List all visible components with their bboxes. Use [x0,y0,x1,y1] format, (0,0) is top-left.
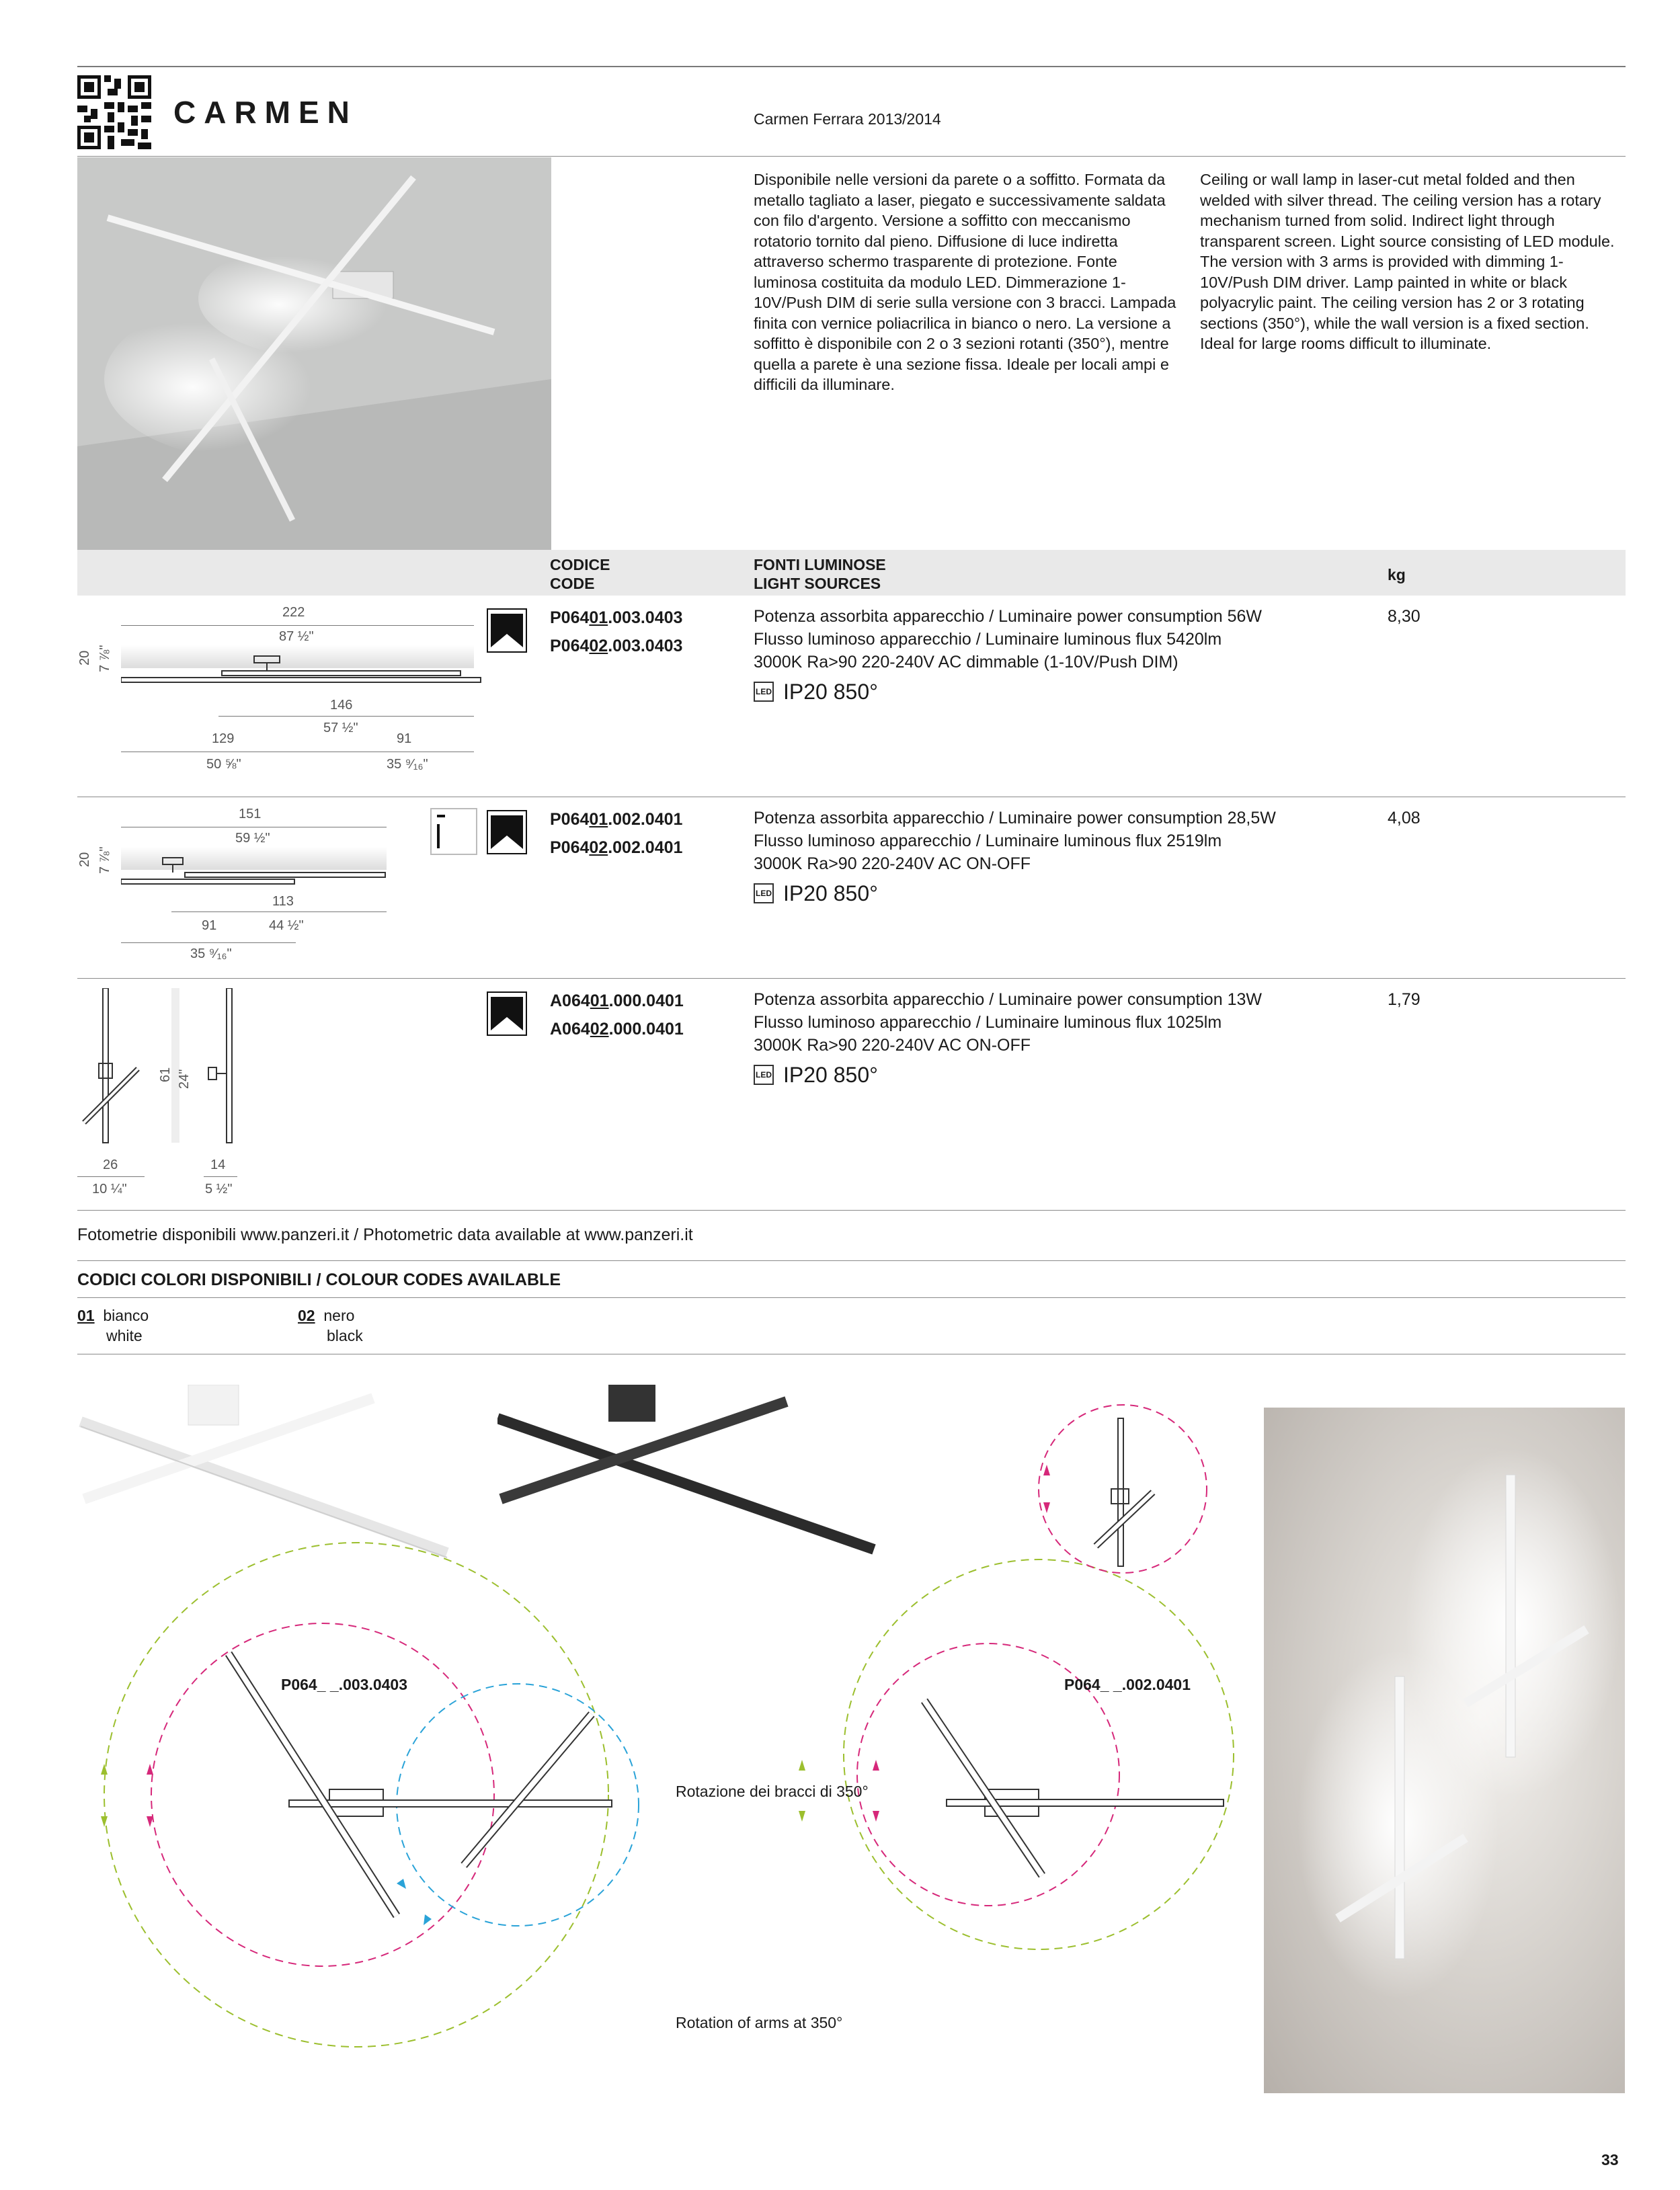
product-code[interactable]: P06402.002.0401 [550,838,683,857]
dim-height-val: 20 [77,650,92,665]
white-lamp-render [77,1385,467,1559]
electrical: 3000K Ra>90 220-240V AC dimmable (1-10V/Push DIM) [754,653,1178,672]
weight-header: kg [1388,566,1406,583]
dim-height-in-val: 24" [177,1069,192,1089]
dim-depth: 14 [210,1158,226,1172]
hero-ceiling-photo [77,157,551,550]
colour-en: black [327,1327,363,1344]
product-code[interactable]: A06402.000.0401 [550,1020,684,1039]
dim-line [121,625,474,626]
dim-a: 146 [330,698,353,713]
page-number: 33 [1601,2151,1619,2168]
weight: 1,79 [1388,990,1421,1009]
dim-drawing-1 [77,598,481,800]
dim-b-in: 35 ⁹⁄₁₆" [190,946,232,961]
dim-depth-in: 5 ½" [205,1182,233,1197]
flux: Flusso luminoso apparecchio / Luminaire luminous flux 1025lm [754,1013,1222,1032]
dim-c-in: 35 ⁹⁄₁₆" [387,757,428,772]
dim-b: 91 [202,918,217,933]
rotation-diagram-2-arms [773,1553,1257,1963]
ip-text: IP20 850° [783,1063,878,1087]
row-rule [77,1210,1626,1211]
description-it: Disponibile nelle versioni da parete o a soffitto. Formata da metallo tagliato a laser, piegato e successivamente saldata con filo d'argento. Versione a soffitto con meccanismo rotatorio tornito dal pieno. Diffusione di luce indiretta attraverso schermo trasparente di protezione. Fonte luminosa costituita da modulo LED. Dimmerazione 1-10V/Push DIM di serie sulla versione con 3 bracci. Lampada finita con vernice poliacrilica in bianco o nero. La versione a soffitto è disponibile con 2 o 3 sezioni rotanti (350°), mentre quella a parete è una sezione fissa. Ideale per locali ampi e difficili da illuminare. [754,171,1176,393]
rule [77,1297,1626,1298]
dim-height-in [97,645,113,672]
dim-width-in: 59 ½" [235,831,270,846]
dim-width-in: 10 ¼" [92,1182,127,1197]
colour-item-white [77,1305,149,1346]
dim-width: 26 [103,1158,118,1172]
rotation-diagram-wall [1032,1398,1213,1580]
rule [77,1260,1626,1261]
electrical: 3000K Ra>90 220-240V AC ON-OFF [754,1036,1031,1055]
flux: Flusso luminoso apparecchio / Luminaire luminous flux 2519lm [754,832,1222,850]
dim-height-val: 61 [158,1067,173,1082]
dim-height [77,852,93,867]
product-specs-3 [754,988,1262,1086]
dim-height-in-val: 7 ⅞" [97,846,112,874]
dim-height [158,1067,173,1082]
black-lamp-render [497,1385,887,1559]
wall-lamp-photo [1264,1408,1625,2093]
colour-code: 01 [77,1307,95,1324]
weight: 4,08 [1388,809,1421,827]
weight: 8,30 [1388,607,1421,626]
wall-lamp-front-icon [77,988,319,1156]
code-header-it: CODICE [550,556,610,573]
dim-line [121,942,296,943]
dim-b: 129 [212,731,235,746]
top-rule [77,66,1626,67]
dim-height [77,651,93,665]
photometric-note: Fotometrie disponibili www.panzeri.it / Photometric data available at www.panzeri.it [77,1225,693,1244]
page-title: CARMEN [173,95,358,130]
lamp-side-view-icon [121,655,484,688]
qr-code-icon [77,75,151,149]
ip-text: IP20 850° [783,680,878,704]
dim-line [171,911,387,912]
colour-it: bianco [103,1307,149,1324]
dim-c: 91 [397,731,412,746]
power: Potenza assorbita apparecchio / Luminaire power consumption 28,5W [754,809,1276,827]
code-header-en: CODE [550,575,595,592]
dim-height-in-val: 7 ⅞" [97,645,112,672]
dim-width: 151 [239,807,262,821]
sources-header-it: FONTI LUMINOSE [754,556,886,573]
row-rule [77,978,1626,979]
code-header [550,555,610,593]
ceiling-light-icon [487,608,527,653]
colour-code: 02 [298,1307,315,1324]
led-icon: LED [754,1065,774,1085]
wall-mount-icon [430,808,477,855]
dim-height-val: 20 [77,852,92,867]
dim-line [204,1176,237,1177]
ip-rating [754,680,1262,703]
product-code[interactable]: P06402.003.0403 [550,637,683,655]
dim-drawing-2 [77,800,481,975]
electrical: 3000K Ra>90 220-240V AC ON-OFF [754,854,1031,873]
ceiling-light-icon [487,991,527,1036]
designer-credit: Carmen Ferrara 2013/2014 [754,110,941,128]
dim-height-in [177,1069,192,1089]
ip-rating [754,882,1276,905]
rotation-diagram-3-arms [74,1539,659,2057]
led-icon: LED [754,883,774,903]
dim-line [218,716,474,717]
header-rule [77,156,1626,157]
ip-rating [754,1063,1262,1086]
dim-height-in [97,847,113,874]
description-en: Ceiling or wall lamp in laser-cut metal folded and then welded with silver thread. The ceiling version has a rotary mechanism turned from solid. Indirect light through transparent screen. Light source consisting of LED module. The version with 3 arms is provided with dimming 1-10V/Push DIM driver. Lamp painted in white or black polyacrylic paint. The ceiling version has 2 or 3 rotating sections (350°), while the wall version is a fixed section. Ideal for large rooms difficult to illuminate. [1200,171,1615,352]
product-code[interactable]: P06401.003.0403 [550,608,683,627]
ceiling-light-icon [487,810,527,854]
dim-a-in: 44 ½" [269,918,304,933]
product-specs-2 [754,807,1276,905]
ip-text: IP20 850° [783,881,878,905]
product-codes-2 [550,805,682,862]
flux: Flusso luminoso apparecchio / Luminaire luminous flux 5420lm [754,630,1222,649]
sources-header [754,555,886,593]
dim-width-in: 87 ½" [279,629,314,644]
product-codes-1 [550,604,682,660]
dim-width: 222 [282,605,305,620]
dim-a: 113 [272,894,294,909]
product-code[interactable]: P06401.002.0401 [550,810,683,829]
colour-it: nero [323,1307,355,1324]
led-icon: LED [754,682,774,702]
product-code[interactable]: A06401.000.0401 [550,991,684,1010]
rotation-caption-it: Rotazione dei bracci di 350° [676,1783,869,1800]
rotation-caption-en: Rotation of arms at 350° [676,2014,843,2031]
dim-line [77,1176,145,1177]
power: Potenza assorbita apparecchio / Luminaire power consumption 13W [754,990,1262,1009]
lamp-side-view-icon [121,856,403,890]
colour-item-black [298,1305,363,1346]
sources-header-en: LIGHT SOURCES [754,575,881,592]
product-specs-1 [754,605,1262,703]
product-codes-3 [550,987,684,1043]
rotation-label-3: P064_ _.003.0403 [281,1676,408,1693]
rotation-label-2: P064_ _.002.0401 [1064,1676,1191,1693]
colour-codes-title: CODICI COLORI DISPONIBILI / COLOUR CODES AVAILABLE [77,1270,561,1289]
power: Potenza assorbita apparecchio / Luminaire power consumption 56W [754,607,1262,626]
dim-b-in: 50 ⅝" [206,757,241,772]
colour-en: white [106,1327,143,1344]
dim-drawing-3 [77,981,481,1210]
dim-a-in: 57 ½" [323,721,358,735]
